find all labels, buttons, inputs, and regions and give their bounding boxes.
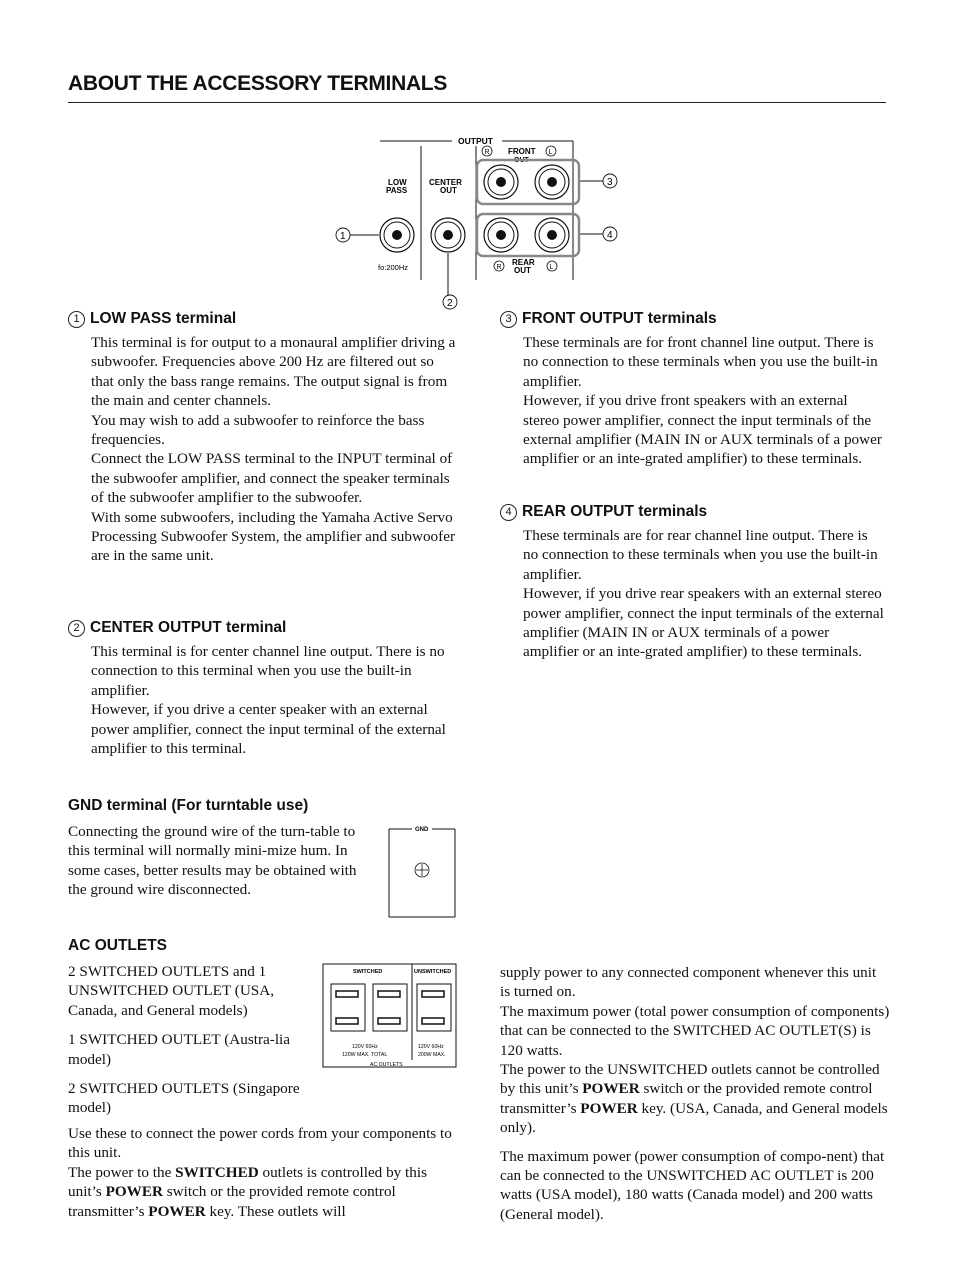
ac-model-line: 2 SWITCHED OUTLETS (Singapore model): [68, 1080, 300, 1117]
rear-body: [523, 526, 886, 662]
fo-label: fo:200Hz: [378, 263, 409, 272]
page-title: ABOUT THE ACCESSORY TERMINALS: [68, 72, 448, 95]
ac-right-body: [500, 963, 890, 1224]
front-label: FRONT: [508, 147, 536, 156]
gnd-panel: [388, 824, 456, 919]
section-number: 4: [500, 504, 517, 521]
callout-1-num: 1: [340, 231, 346, 242]
ac-outlet-panel: [322, 963, 458, 1069]
paragraph: These terminals are for front channel line output. There is no connection to these terminals when you use the built-in amplifier.: [523, 334, 878, 390]
rear-label-1: REAR: [512, 258, 535, 267]
gnd-heading: GND terminal (For turntable use): [68, 797, 309, 814]
output-terminal-diagram: [330, 130, 630, 315]
front-sub-label: OUT: [514, 157, 529, 164]
ac-outlets-panel-label: AC OUTLETS: [370, 1062, 403, 1068]
front-heading: [500, 310, 886, 328]
front-body: [523, 333, 886, 469]
paragraph: You may wish to add a subwoofer to reinforce the bass frequencies.: [91, 411, 425, 449]
unswitched-rating-1: 120V 60Hz: [418, 1044, 444, 1050]
ac-unswitched-text: The power to the UNSWITCHED outlets cannot be controlled by this unit’s POWER switch or the provided remote control transmitter’s POWER key. (USA, Canada, and General models only).: [500, 1061, 888, 1137]
rear-label-2: OUT: [514, 266, 531, 275]
unswitched-outlet: [417, 984, 451, 1031]
low-pass-label-1: LOW: [388, 178, 407, 187]
heading-text: REAR OUTPUT terminals: [522, 503, 708, 520]
title-rule: [68, 102, 886, 103]
front-section: [500, 310, 886, 469]
center-heading: [68, 619, 460, 637]
switched-rating-1: 120V 60Hz: [352, 1044, 378, 1050]
paragraph: This terminal is for output to a monaural amplifier driving a subwoofer. Frequencies above 200 Hz are filtered out so that only the bass range remains. The output signal is from the main and center channels.: [91, 334, 456, 410]
paragraph: However, if you drive a center speaker with an external power amplifier, connect the input terminal of the external amplifier to this terminal.: [91, 701, 446, 758]
switched-outlet-1: [331, 984, 365, 1031]
unswitched-rating-2: 200W MAX.: [418, 1052, 446, 1058]
output-label: OUTPUT: [458, 136, 493, 146]
front-l-jack: [535, 165, 569, 199]
low-pass-heading: [68, 310, 460, 328]
rear-section: [500, 503, 886, 662]
paragraph: However, if you drive front speakers with an external stereo power amplifier, connect the input terminals of the external amplifier (MAIN IN or AUX terminals of a power amplifier or an inte-grated amplifier) to these terminals.: [523, 392, 882, 468]
callout-3-num: 3: [607, 177, 613, 188]
paragraph: Connect the LOW PASS terminal to the INPUT terminal of the subwoofer amplifier, and connect the speaker terminals of the subwoofer amplifier to the subwoofer.: [91, 450, 453, 507]
section-number: 1: [68, 311, 85, 328]
ac-model-line: 2 SWITCHED OUTLETS and 1 UNSWITCHED OUTLET (USA, Canada, and General models): [68, 963, 274, 1019]
front-r-jack: [484, 165, 518, 199]
low-pass-label-2: PASS: [386, 186, 408, 195]
switched-rating-2: 120W MAX. TOTAL: [342, 1052, 388, 1058]
rear-r-jack: [484, 218, 518, 252]
gnd-body: Connecting the ground wire of the turn-table to this terminal will normally mini-mize hum. In some cases, better results may be obtained with the ground wire disconnected.: [68, 823, 357, 899]
ground-screw-icon: [415, 863, 429, 877]
ac-model-line: 1 SWITCHED OUTLET (Austra-lia model): [68, 1031, 290, 1068]
ac-switched-text: The power to the SWITCHED outlets is controlled by this unit’s POWER switch or the provided remote control transmitter’s POWER key. These outlets will: [68, 1163, 428, 1220]
ac-model-list: [68, 962, 313, 1128]
ac-left-body: [68, 1124, 460, 1221]
front-l-letter: L: [548, 149, 553, 156]
heading-text: LOW PASS terminal: [90, 310, 237, 327]
center-out-label-1: CENTER: [429, 178, 462, 187]
switched-outlet-2: [373, 984, 407, 1031]
heading-text: CENTER OUTPUT terminal: [90, 619, 287, 636]
paragraph: However, if you drive rear speakers with an external stereo power amplifier, connect the input terminals of the external amplifier (MAIN IN or AUX terminals of a power amplifier or an inte-grated amplifier) to these terminals.: [523, 585, 884, 661]
paragraph: This terminal is for center channel line output. There is no connection to this terminal when you use the built-in amplifier.: [91, 643, 445, 699]
center-section: [68, 619, 460, 758]
section-number: 2: [68, 620, 85, 637]
rear-r-letter: R: [496, 264, 502, 271]
section-number: 3: [500, 311, 517, 328]
low-pass-jack: [380, 218, 414, 252]
rear-heading: [500, 503, 886, 521]
low-pass-section: [68, 310, 460, 566]
front-r-letter: R: [484, 149, 490, 156]
rear-l-letter: L: [549, 264, 554, 271]
center-body: [91, 642, 460, 758]
heading-text: FRONT OUTPUT terminals: [522, 310, 717, 327]
rear-l-jack: [535, 218, 569, 252]
ac-max-switched: The maximum power (total power consumption of components) that can be connected to the SWITCHED AC OUTLET(S) is 120 watts.: [500, 1002, 890, 1059]
center-out-label-2: OUT: [440, 186, 457, 195]
unswitched-label: UNSWITCHED: [414, 969, 452, 975]
ac-max-unswitched: The maximum power (power consumption of compo-nent) that can be connected to the UNSWITCHED AC OUTLET is 200 watts (USA model), 180 watts (Canada model) and 200 watts (General model).: [500, 1147, 885, 1223]
callout-4-num: 4: [607, 230, 613, 241]
center-out-jack: [431, 218, 465, 252]
low-pass-body: [91, 333, 460, 566]
callout-2-num: 2: [447, 298, 453, 309]
switched-label: SWITCHED: [353, 969, 383, 975]
ac-supply-text: supply power to any connected component whenever this unit is turned on.: [500, 964, 877, 1001]
paragraph: With some subwoofers, including the Yamaha Active Servo Processing Subwoofer System, the amplifier and subwoofer are in the same unit.: [91, 508, 456, 565]
paragraph: These terminals are for rear channel line output. There is no connection to these terminals when you use the built-in amplifier.: [523, 527, 878, 583]
ac-heading: AC OUTLETS: [68, 937, 168, 954]
ac-use-text: Use these to connect the power cords from your components to this unit.: [68, 1125, 452, 1162]
gnd-panel-label: GND: [415, 827, 429, 833]
